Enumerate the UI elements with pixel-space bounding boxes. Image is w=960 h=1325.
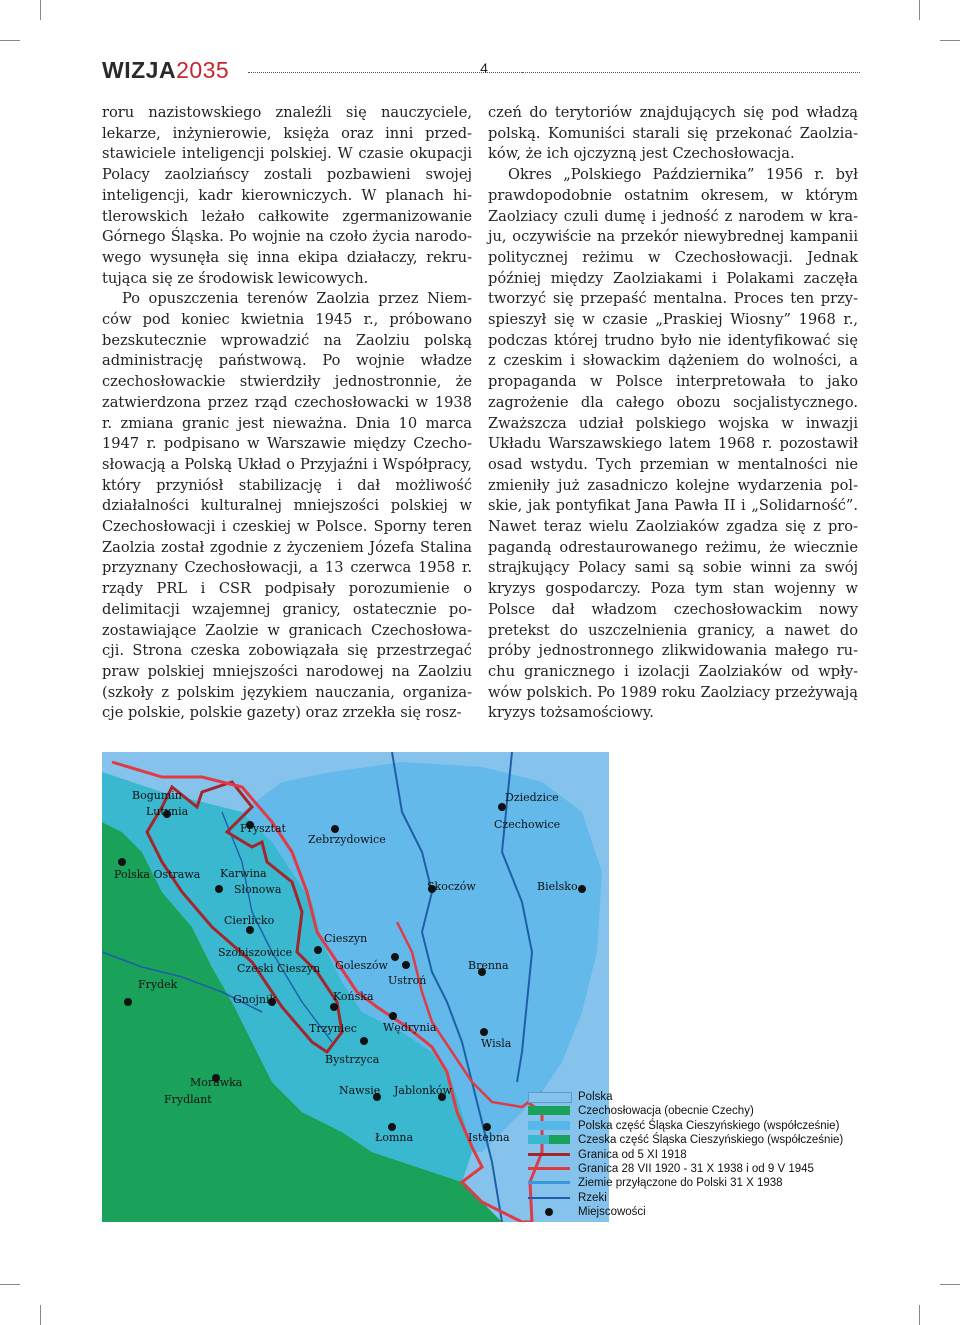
place-label-bogumin: Bogumin	[132, 789, 182, 802]
place-label-karwina: Karwina	[220, 867, 267, 880]
place-dot-istebna	[483, 1123, 491, 1131]
legend-item-border-1920	[528, 1162, 868, 1176]
place-label-frydlant: Frydlant	[164, 1093, 212, 1106]
crop-mark	[919, 1305, 920, 1325]
place-label-jablonkow: Jablonków	[394, 1084, 452, 1097]
place-dot-dziedzice	[498, 803, 506, 811]
place-label-wisla: Wisla	[481, 1037, 512, 1050]
legend-item-annexed	[528, 1176, 868, 1190]
place-dot-bielsko	[578, 885, 586, 893]
place-dot-polska-ostrawa	[118, 858, 126, 866]
right-column	[488, 103, 858, 724]
legend-item-polish-cieszyn	[528, 1119, 868, 1133]
place-label-trzyniec: Trzyniec	[309, 1022, 357, 1035]
place-label-lutynia: Lutynia	[146, 805, 189, 818]
legend-swatch	[528, 1135, 570, 1144]
left-paragraph-1: roru nazistowskiego znaleźli się nauczyciele, lekarze, inżynierowie, księża oraz inni przedstawiciele inteligencji polskiej. W czasie okupacji Polacy zaolziańscy zostali pozbawieni swojej inteligencji, kadr kierowniczych. W planach hitlerowskich leżało całkowite zgermanizowanie Górnego Śląska. Po wojnie na czoło życia narodowego wysunęła się inna ekipa działaczy, rekrutująca się ze środowisk lewicowych.	[102, 104, 472, 287]
place-label-frysztat: Frysztat	[240, 822, 286, 835]
place-label-czeski-cieszyn: Czeski Cieszyn	[237, 962, 321, 975]
header-dotted-rule-right	[522, 72, 860, 73]
legend-label: Miejscowości	[578, 1206, 646, 1219]
page-number: 4	[480, 60, 488, 76]
place-dot-zebrzydowice	[331, 825, 339, 833]
place-label-czechowice: Czechowice	[494, 818, 561, 831]
place-dot-ustron-north	[391, 953, 399, 961]
legend-label: Granica od 5 XI 1918	[578, 1148, 687, 1161]
legend-label: Czeska część Śląska Cieszyńskiego (współcześnie)	[578, 1134, 844, 1147]
place-dot-ustron	[402, 961, 410, 969]
legend-label: Granica 28 VII 1920 - 31 X 1938 i od 9 V 1945	[578, 1162, 814, 1175]
crop-mark	[40, 0, 41, 20]
legend-label: Polska część Śląska Cieszyńskiego (współcześnie)	[578, 1119, 840, 1132]
place-dot-cieszyn	[314, 946, 322, 954]
map-legend	[528, 1090, 868, 1220]
place-dot-cierlicko	[246, 926, 254, 934]
legend-item-czech-cieszyn	[528, 1133, 868, 1147]
place-dot-frydek	[124, 998, 132, 1006]
legend-item-rivers	[528, 1191, 868, 1205]
legend-label: Polska	[578, 1091, 613, 1103]
legend-item-poland	[528, 1090, 868, 1104]
place-label-frydek: Frydek	[138, 978, 178, 991]
legend-label: Rzeki	[578, 1191, 607, 1204]
header-dotted-rule-left	[248, 72, 540, 73]
right-paragraph-2: Okres „Polskiego Października” 1956 r. był prawdopodobnie ostatnim okresem, w którym Zaolziacy czuli dumę i jedność z narodem w kraju, oczywiście na przekór niewybrednej kampanii politycznej reżimu w Czechosłowacji. Jednak później między Zaolziakami i Polakami zaczęła tworzyć się przepaść mentalna. Proces ten przyspieszył się w czasie „Praskiej Wiosny” 1968 r., podczas której trudno było nie identyfikować się z czeskim i słowackim dążeniem do wolności, a propaganda w Polsce interpretowała to jako zagrożenie dla całego obozu socjalistycznego. Zważszcza udział polskiego wojska w inwazji Układu Warszawskiego latem 1968 r. pozostawił osad wstydu. Tych przemian w mentalności nie zmieniły już zasadniczo kolejne wydarzenia polskie, jak pontyfikat Jana Pawła II i „Solidarność”. Nawet teraz wielu Zaolziaków zgadza się z propagandą odrestaurowanego reżimu, że wiecznie strajkujący Polacy sami są sobie winni za swój kryzys gospodarczy. Poza tym stan wojenny w Polsce dał władzom czechosłowackim nowy pretekst do uszczelnienia granicy, a nawet do próby jednostronnego zlikwidowania małego ruchu granicznego i izolacji Zaolziaków od wpływów polskich. Po 1989 roku Zaolziacy przeżywają kryzys tożsamościowy.	[488, 166, 858, 722]
place-dot-lomna	[388, 1123, 396, 1131]
left-column	[102, 103, 472, 724]
place-label-morawka: Morawka	[190, 1076, 243, 1089]
left-paragraph-2: Po opuszczenia terenów Zaolzia przez Niemców pod koniec kwietnia 1945 r., próbowano bezskutecznie wprowadzić na Zaolziu polską administrację państwową. Po wojnie władze czechosłowackie stwierdziły jednostronnie, że zatwierdzona przez rząd czechosłowacki w 1938 r. zmiana granic jest nieważna. Dnia 10 marca 1947 r. podpisano w Warszawie między Czechosłowacją a Polską Układ o Przyjaźni i Współpracy, który przyniósł stabilizację i dał możliwość działalności kulturalnej mniejszości polskiej w Czechosłowacji i czeskiej w Polsce. Sporny teren Zaolzia został zgodnie z życzeniem Józefa Stalina przyznany Czechosłowacji, a 13 czerwca 1958 r. rządy PRL i CSR podpisały porozumienie o delimitacji wzajemnej granicy, ostatecznie pozostawiające Zaolzie w granicach Czechosłowacji. Strona czeska zobowiązała się przestrzegać praw polskiej mniejszości narodowej na Zaolziu (szkoły z polskim językiem nauczania, organizacje polskie, polskie gazety) oraz zrzekła się rosz-	[102, 290, 472, 722]
legend-item-czechoslovakia	[528, 1104, 868, 1118]
place-label-goleszow: Goleszów	[335, 959, 388, 972]
place-label-cierlicko: Cierlicko	[224, 914, 275, 927]
legend-line	[528, 1167, 570, 1170]
crop-mark	[940, 40, 960, 41]
legend-swatch	[528, 1092, 572, 1103]
legend-dot-icon	[545, 1208, 553, 1216]
place-dot-karwina	[215, 885, 223, 893]
legend-label: Czechosłowacja (obecnie Czechy)	[578, 1105, 754, 1118]
place-label-bystrzyca: Bystrzyca	[325, 1053, 380, 1066]
logo-main: WIZJA	[102, 57, 177, 83]
crop-mark	[940, 1284, 960, 1285]
page-header	[102, 58, 860, 82]
legend-swatch	[528, 1121, 570, 1130]
place-label-cieszyn: Cieszyn	[324, 932, 368, 945]
place-dot-wisla	[480, 1028, 488, 1036]
legend-swatch	[528, 1106, 570, 1115]
place-label-skoczow: Skoczów	[427, 880, 476, 893]
place-label-gnojnik: Gnojnik	[233, 993, 277, 1006]
place-label-brenna: Brenna	[468, 959, 509, 972]
legend-line	[528, 1153, 570, 1156]
place-label-zebrzydowice: Zebrzydowice	[308, 833, 386, 846]
legend-line	[528, 1197, 570, 1199]
legend-item-border-1918	[528, 1148, 868, 1162]
legend-label: Ziemie przyłączone do Polski 31 X 1938	[578, 1177, 783, 1190]
place-label-slonowa: Słonowa	[234, 883, 282, 896]
crop-mark	[919, 0, 920, 20]
place-label-szobiszowice: Szobiszowice	[218, 946, 293, 959]
crop-mark	[40, 1305, 41, 1325]
place-label-dziedzice: Dziedzice	[505, 791, 559, 804]
place-dot-wedrynia	[389, 1012, 397, 1020]
place-label-ustron: Ustroń	[388, 974, 427, 987]
place-dot-konska	[330, 1003, 338, 1011]
crop-mark	[0, 40, 20, 41]
place-label-bielsko: Bielsko	[537, 880, 578, 893]
place-label-istebna: Istebna	[468, 1131, 510, 1144]
logo-year: 2035	[176, 57, 230, 83]
place-label-konska: Końska	[333, 990, 374, 1003]
crop-mark	[0, 1284, 20, 1285]
legend-item-places	[528, 1205, 868, 1219]
brand-logo	[102, 58, 229, 82]
right-paragraph-1: czeń do terytoriów znajdujących się pod władzą polską. Komuniści starali się przekonać Zaolziaków, że ich ojczyzną jest Czechosłowacja.	[488, 104, 858, 163]
place-label-wedrynia: Wędrynia	[383, 1021, 437, 1034]
legend-line	[528, 1181, 570, 1184]
place-label-lomna: Łomna	[375, 1131, 414, 1144]
place-label-polska-ostrawa: Polska Ostrawa	[114, 868, 201, 881]
place-label-nawsie: Nawsie	[339, 1084, 381, 1097]
place-dot-bystrzyca	[360, 1037, 368, 1045]
